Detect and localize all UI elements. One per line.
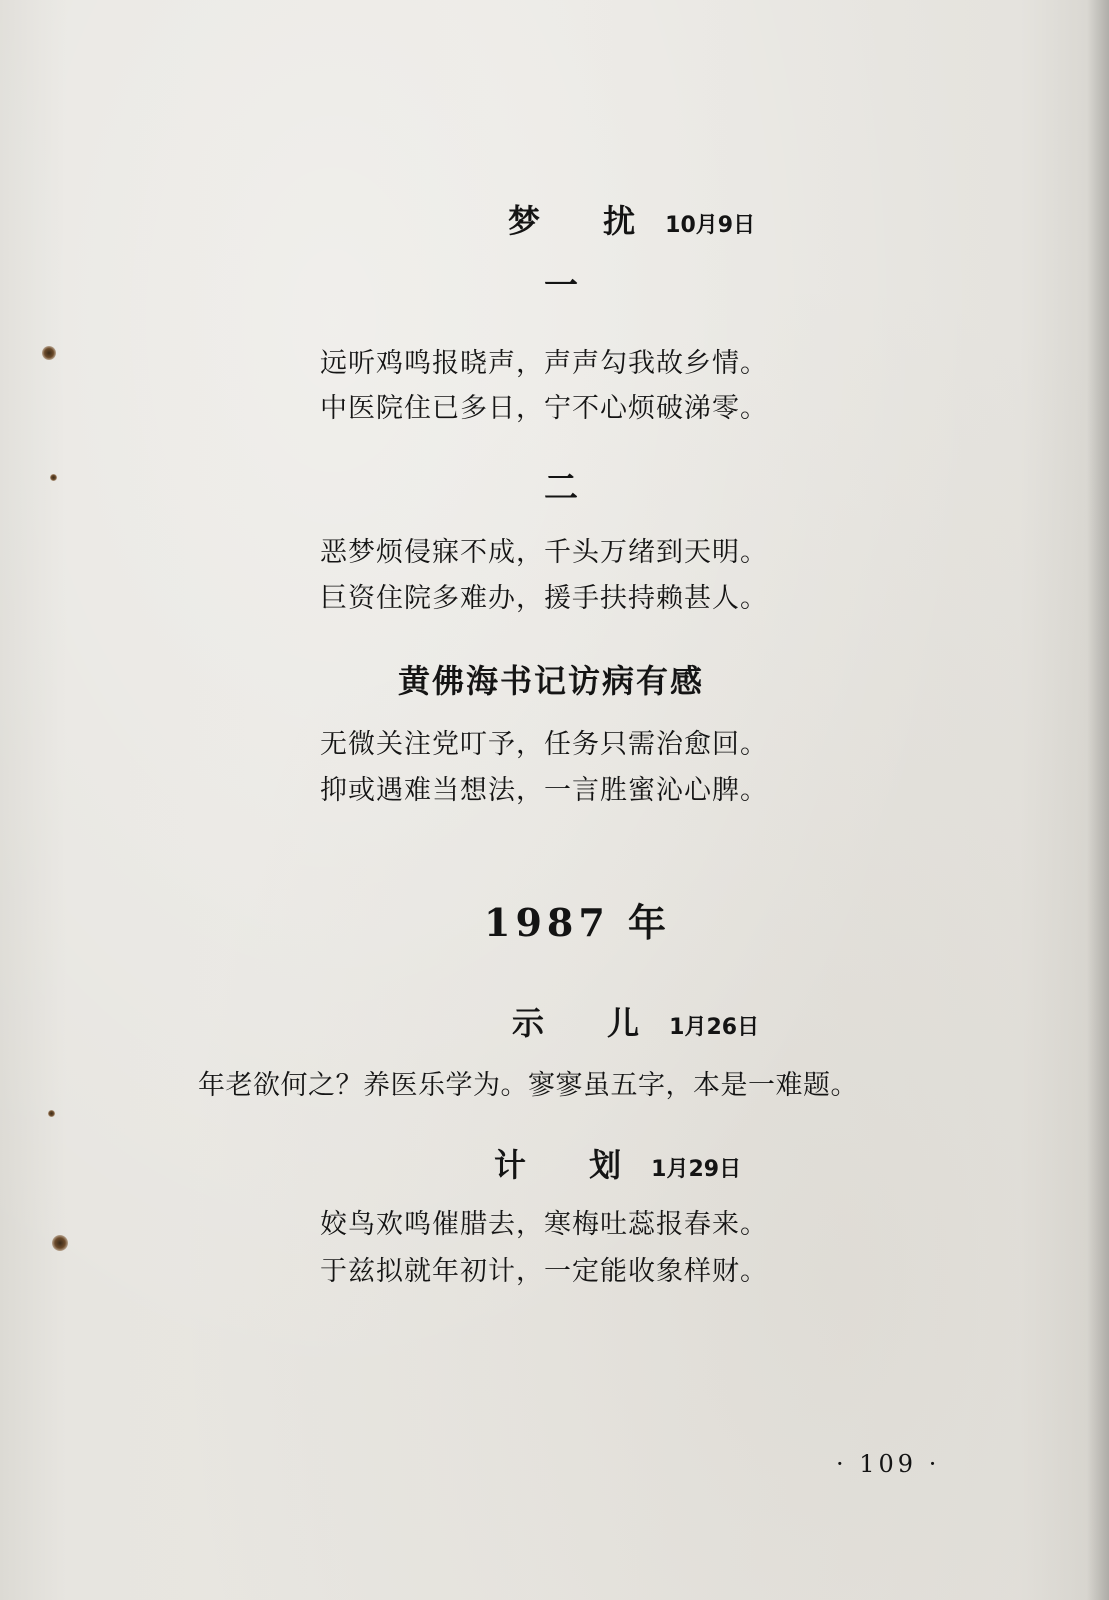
poem-line: 巨资住院多难办，援手扶持赖甚人。: [320, 583, 768, 614]
stain-mark: [52, 1235, 68, 1251]
poem-title-row: [508, 196, 755, 242]
poem-line: 抑或遇难当想法，一言胜蜜沁心脾。: [320, 775, 768, 806]
poem-line: 远听鸡鸣报晓声，声声勾我故乡情。: [320, 348, 768, 379]
poem-line: 中医院住已多日，宁不心烦破涕零。: [320, 393, 768, 424]
poem-date: 1月26日: [669, 1015, 760, 1040]
poem-line: 年老欲何之？养医乐学为。寥寥虽五字，本是一难题。: [198, 1070, 858, 1101]
poem-line: 于兹拟就年初计，一定能收象样财。: [320, 1256, 768, 1287]
poem-line: 恶梦烦侵寐不成，千头万绪到天明。: [320, 537, 768, 568]
poem-title: 计 划: [494, 1146, 648, 1184]
poem-title: 黄佛海书记访病有感: [398, 662, 705, 700]
page-number: · 109 ·: [836, 1450, 941, 1478]
year-heading: 1987 年: [484, 900, 671, 945]
poem-line: 姣鸟欢鸣催腊去，寒梅吐蕊报春来。: [320, 1209, 768, 1240]
poem-date: 1月29日: [651, 1157, 742, 1182]
poem-title: 梦 扰: [508, 202, 662, 240]
poem-title: 示 儿: [512, 1004, 666, 1042]
page-edge-shadow: [1087, 0, 1109, 1600]
poem-title-row: [512, 998, 759, 1044]
part-number: 二: [544, 468, 578, 508]
stain-mark: [42, 346, 56, 360]
part-number: 一: [544, 266, 578, 306]
poem-date: 10月9日: [665, 213, 756, 238]
stain-mark: [50, 474, 57, 481]
stain-mark: [48, 1110, 55, 1117]
poem-title-row: [494, 1140, 741, 1186]
poem-line: 无微关注党叮予，任务只需治愈回。: [320, 729, 768, 760]
